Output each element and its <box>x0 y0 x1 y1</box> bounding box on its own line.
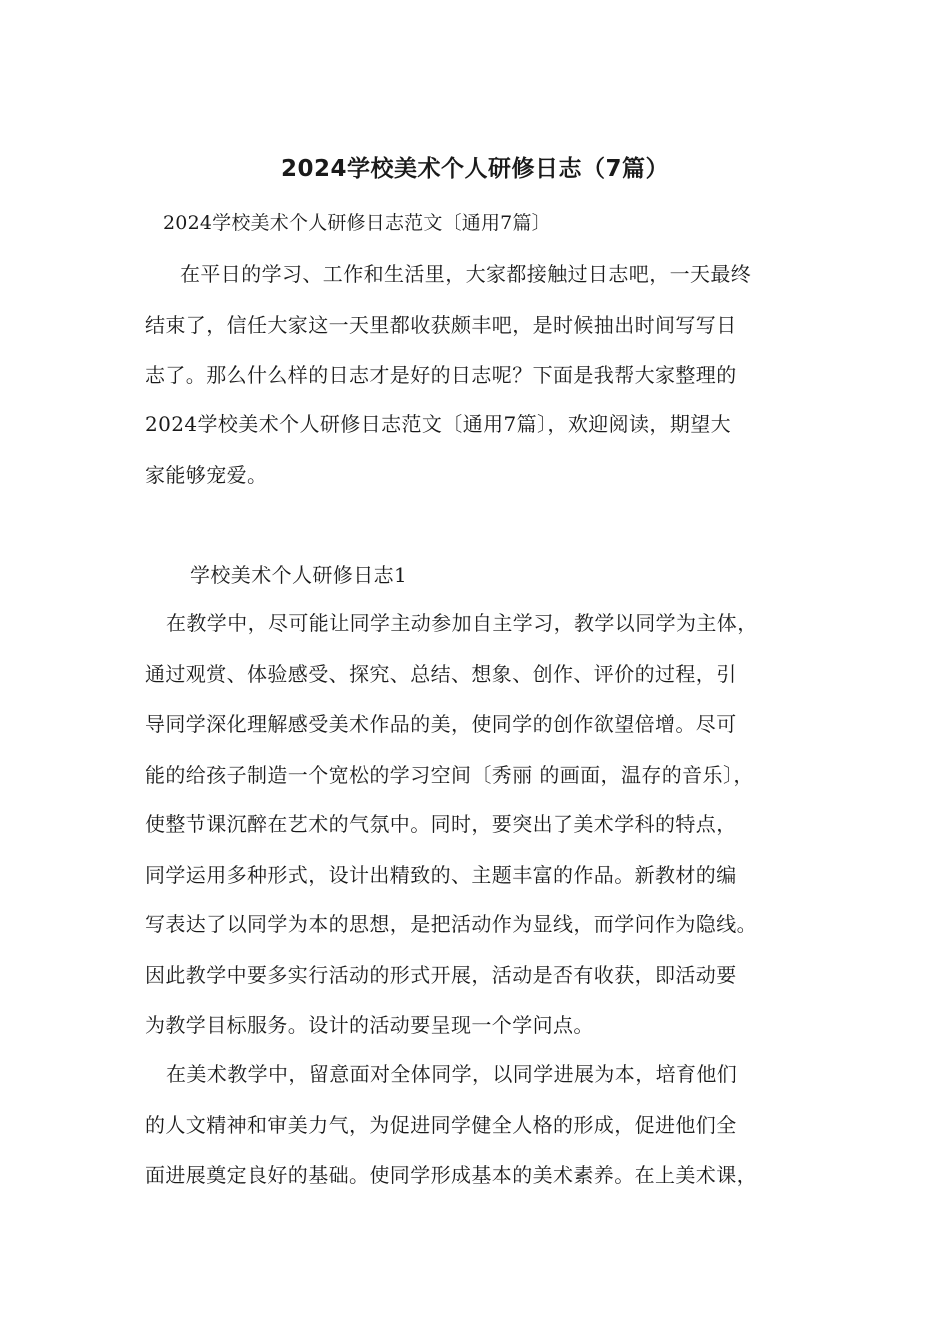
paragraph-line: 在教学中，尽可能让同学主动参加自主学习，教学以同学为主体， <box>166 611 758 635</box>
section-heading: 学校美术个人研修日志1 <box>190 563 408 587</box>
intro-line: 志了。那么什么样的日志才是好的日志呢？下面是我帮大家整理的 <box>145 363 737 387</box>
paragraph-line: 在美术教学中，留意面对全体同学，以同学进展为本，培育他们 <box>166 1062 738 1086</box>
paragraph-line: 为教学目标服务。设计的活动要呈现一个学问点。 <box>145 1013 594 1037</box>
paragraph-line: 通过观赏、体验感受、探究、总结、想象、创作、评价的过程，引 <box>145 662 737 686</box>
document-title: 2024学校美术个人研修日志（7篇） <box>280 156 670 182</box>
paragraph-line: 能的给孩子制造一个宽松的学习空间〔秀丽 的画面，温存的音乐〕， <box>145 763 754 787</box>
intro-line: 2024学校美术个人研修日志范文〔通用7篇〕，欢迎阅读，期望大 <box>145 412 732 436</box>
intro-line: 结束了，信任大家这一天里都收获颇丰吧，是时候抽出时间写写日 <box>145 313 737 337</box>
paragraph-line: 导同学深化理解感受美术作品的美，使同学的创作欲望倍增。尽可 <box>145 712 737 736</box>
paragraph-line: 的人文精神和审美力气，为促进同学健全人格的形成，促进他们全 <box>145 1113 737 1137</box>
intro-line: 家能够宠爱。 <box>145 463 268 487</box>
paragraph-line: 因此教学中要多实行活动的形式开展，活动是否有收获，即活动要 <box>145 963 737 987</box>
document-subtitle: 2024学校美术个人研修日志范文〔通用7篇〕 <box>163 212 551 234</box>
paragraph-line: 面进展奠定良好的基础。使同学形成基本的美术素养。在上美术课， <box>145 1163 757 1187</box>
intro-line: 在平日的学习、工作和生活里，大家都接触过日志吧，一天最终 <box>180 262 752 286</box>
paragraph-line: 写表达了以同学为本的思想，是把活动作为显线，而学问作为隐线。 <box>145 912 757 936</box>
paragraph-line: 同学运用多种形式，设计出精致的、主题丰富的作品。新教材的编 <box>145 863 737 887</box>
paragraph-line: 使整节课沉醉在艺术的气氛中。同时，要突出了美术学科的特点， <box>145 812 737 836</box>
